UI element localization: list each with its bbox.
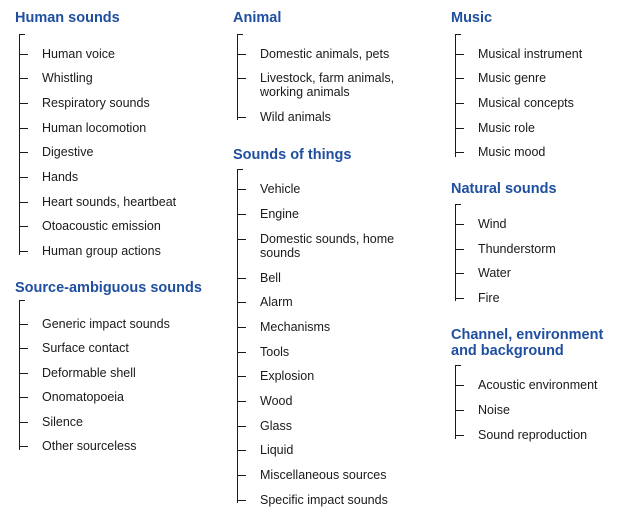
item-label: Music mood	[478, 145, 546, 159]
tree-line	[19, 34, 177, 258]
branch-tick	[455, 385, 464, 386]
branch-tick	[237, 450, 246, 451]
item-label: Generic impact sounds	[42, 317, 170, 331]
branch-tick	[237, 54, 246, 55]
tree-line	[455, 34, 583, 159]
group-heading: Music	[451, 10, 493, 26]
item-label: Acoustic environment	[478, 378, 598, 392]
branch-tick	[455, 249, 464, 250]
tree-line	[455, 365, 598, 442]
branch-tick	[455, 410, 464, 411]
branch-tick	[19, 446, 28, 447]
tree-line	[455, 204, 556, 305]
branch-tick	[237, 376, 246, 377]
item-label: Musical instrument	[478, 47, 583, 61]
item-label: Vehicle	[260, 182, 301, 196]
tree-line	[237, 34, 395, 124]
item-label: Sound reproduction	[478, 428, 588, 442]
branch-tick	[455, 273, 464, 274]
item-label: Mechanisms	[260, 320, 331, 334]
tree-line	[19, 300, 170, 453]
branch-tick	[237, 302, 246, 303]
branch-tick	[19, 128, 28, 129]
branch-tick	[455, 103, 464, 104]
item-label: Human voice	[42, 47, 115, 61]
item-label: Water	[478, 266, 511, 280]
item-label: Music role	[478, 121, 535, 135]
branch-tick	[19, 177, 28, 178]
branch-tick	[19, 54, 28, 55]
branch-tick	[237, 117, 246, 118]
item-label: Hands	[42, 170, 79, 184]
group-heading: Natural sounds	[451, 181, 557, 197]
group-heading: Animal	[233, 10, 282, 26]
item-label: Bell	[260, 271, 281, 285]
item-label: Thunderstorm	[478, 242, 556, 256]
branch-tick	[19, 78, 28, 79]
branch-tick	[455, 128, 464, 129]
item-label: Tools	[260, 345, 290, 359]
branch-tick	[455, 224, 464, 225]
branch-tick	[237, 278, 246, 279]
item-label: Noise	[478, 403, 510, 417]
item-label: Miscellaneous sources	[260, 468, 387, 482]
branch-tick	[237, 352, 246, 353]
branch-tick	[19, 348, 28, 349]
item-label: Music genre	[478, 71, 547, 85]
branch-tick	[237, 500, 246, 501]
item-label: Explosion	[260, 369, 315, 383]
branch-tick	[19, 226, 28, 227]
item-label: Wild animals	[260, 110, 331, 124]
group-heading: Sounds of things	[233, 147, 352, 163]
branch-tick	[237, 78, 246, 79]
item-label: Domestic sounds, home sounds	[260, 232, 395, 260]
branch-tick	[237, 426, 246, 427]
branch-tick	[455, 152, 464, 153]
branch-tick	[237, 189, 246, 190]
branch-tick	[455, 78, 464, 79]
tree-line	[237, 169, 395, 507]
branch-tick	[19, 103, 28, 104]
branch-tick	[19, 324, 28, 325]
branch-tick	[455, 298, 464, 299]
item-label: Other sourceless	[42, 439, 137, 453]
item-label: Wood	[260, 394, 293, 408]
branch-tick	[455, 435, 464, 436]
item-label: Silence	[42, 415, 83, 429]
branch-tick	[237, 327, 246, 328]
item-label: Fire	[478, 291, 500, 305]
item-label: Human locomotion	[42, 121, 147, 135]
item-label: Digestive	[42, 145, 94, 159]
item-label: Liquid	[260, 443, 294, 457]
item-label: Human group actions	[42, 244, 161, 258]
branch-tick	[237, 214, 246, 215]
branch-tick	[237, 475, 246, 476]
branch-tick	[19, 373, 28, 374]
item-label: Domestic animals, pets	[260, 47, 390, 61]
item-label: Wind	[478, 217, 507, 231]
item-label: Alarm	[260, 295, 293, 309]
branch-tick	[19, 397, 28, 398]
item-label: Respiratory sounds	[42, 96, 150, 110]
branch-tick	[237, 401, 246, 402]
item-label: Whistling	[42, 71, 93, 85]
item-label: Specific impact sounds	[260, 493, 388, 507]
group-heading: Human sounds	[15, 10, 120, 26]
branch-tick	[19, 422, 28, 423]
item-label: Livestock, farm animals, working animals	[260, 71, 395, 99]
item-label: Deformable shell	[42, 366, 136, 380]
item-label: Glass	[260, 419, 292, 433]
item-label: Musical concepts	[478, 96, 574, 110]
item-label: Surface contact	[42, 341, 129, 355]
branch-tick	[19, 152, 28, 153]
branch-tick	[19, 202, 28, 203]
item-label: Onomatopoeia	[42, 390, 125, 404]
group-heading: Source-ambiguous sounds	[15, 280, 202, 296]
item-label: Otoacoustic emission	[42, 219, 161, 233]
item-label: Engine	[260, 207, 299, 221]
branch-tick	[19, 251, 28, 252]
branch-tick	[455, 54, 464, 55]
branch-tick	[237, 239, 246, 240]
item-label: Heart sounds, heartbeat	[42, 195, 177, 209]
group-heading: Channel, environment and background	[451, 327, 604, 359]
